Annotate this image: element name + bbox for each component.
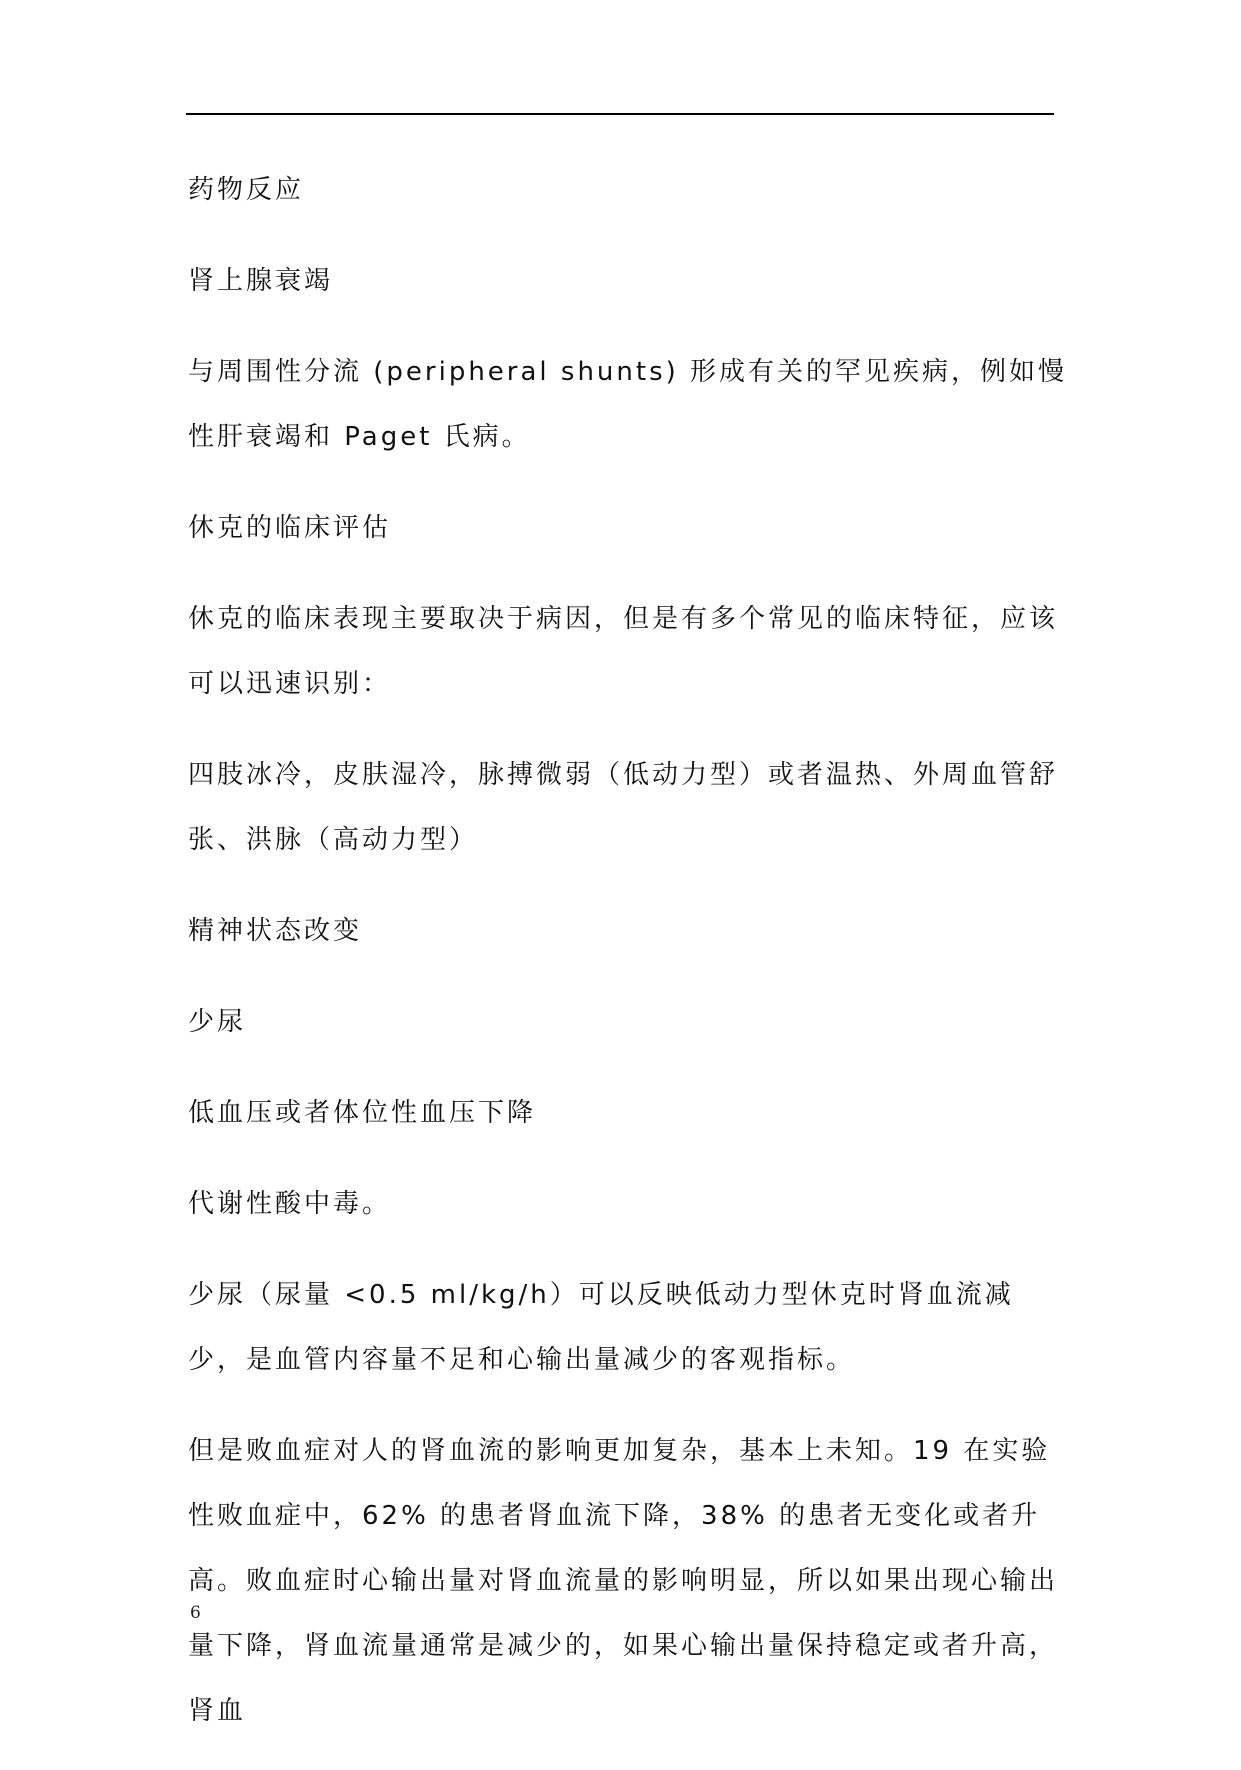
- paragraph-cold-extremities: 四肢冰冷，皮肤湿冷，脉搏微弱（低动力型）或者温热、外周血管舒张、洪脉（高动力型）: [188, 760, 1059, 855]
- paragraph-urine-output: 少尿（尿量 <0.5 ml/kg/h）可以反映低动力型休克时肾血流减少，是血管内容量不足和心输出量减少的客观指标。: [188, 1280, 1014, 1375]
- paragraph-peripheral-shunts: 与周围性分流 (peripheral shunts) 形成有关的罕见疾病，例如慢性肝衰竭和 Paget 氏病。: [188, 357, 1068, 452]
- paragraph-metabolic-acidosis: 代谢性酸中毒。: [188, 1189, 392, 1219]
- paragraph-clinical-features: 休克的临床表现主要取决于病因，但是有多个常见的临床特征，应该可以迅速识别：: [188, 604, 1059, 699]
- header-rule: [186, 113, 1054, 115]
- document-body: [188, 158, 1068, 1770]
- paragraph-drug-reaction: 药物反应: [188, 175, 305, 205]
- paragraph-sepsis-renal-flow: 但是败血症对人的肾血流的影响更加复杂，基本上未知。19 在实验性败血症中，62% 的患者肾血流下降，38% 的患者无变化或者升高。败血症时心输出量对肾血流量的影响明显，所以如果出现心输出量下降，肾血流量通常是减少的，如果心输出量保持稳定或者升高，肾血: [188, 1436, 1059, 1726]
- paragraph-mental-status: 精神状态改变: [188, 916, 363, 946]
- paragraph-hypotension: 低血压或者体位性血压下降: [188, 1098, 537, 1128]
- paragraph-oliguria: 少尿: [188, 1007, 247, 1037]
- paragraph-adrenal-failure: 肾上腺衰竭: [188, 266, 334, 296]
- section-heading-clinical-assessment: 休克的临床评估: [188, 513, 392, 543]
- page-number: 6: [190, 1603, 201, 1623]
